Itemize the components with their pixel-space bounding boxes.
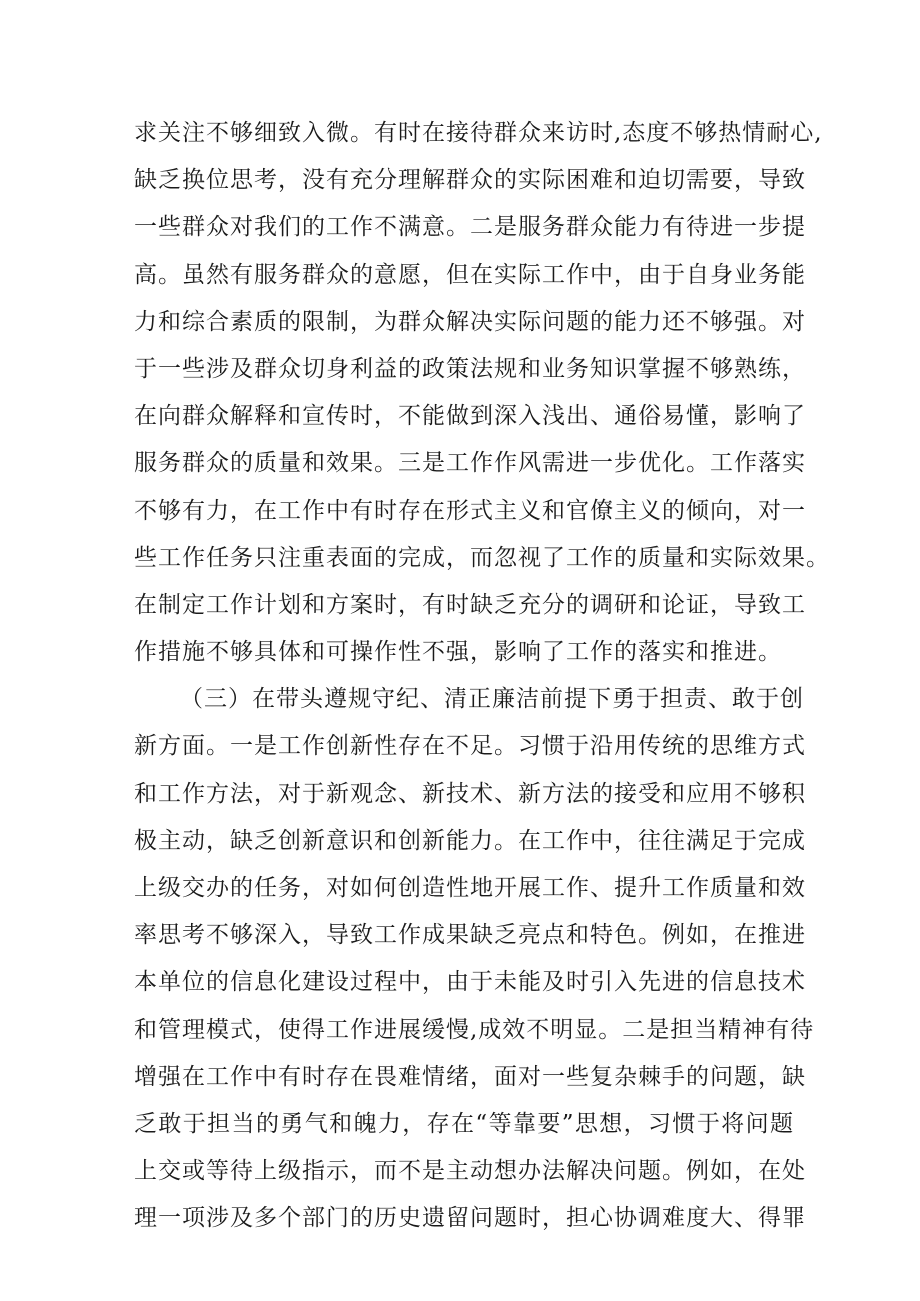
text-line-2: 缺乏换位思考，没有充分理解群众的实际困难和迫切需要，导致	[134, 167, 806, 194]
text-line-5: 力和综合素质的限制，为群众解决实际问题的能力还不够强。对	[134, 308, 806, 335]
text-line-16: 极主动，缺乏创新意识和创新能力。在工作中，往往满足于完成	[134, 827, 806, 854]
text-line-24: 理一项涉及多个部门的历史遗留问题时，担心协调难度大、得罪	[134, 1205, 806, 1232]
text-line-14: 新方面。一是工作创新性存在不足。习惯于沿用传统的思维方式	[134, 733, 806, 760]
text-line-23: 上交或等待上级指示，而不是主动想办法解决问题。例如，在处	[134, 1158, 806, 1185]
text-line-15: 和工作方法，对于新观念、新技术、新方法的接受和应用不够积	[134, 780, 806, 807]
text-line-3: 一些群众对我们的工作不满意。二是服务群众能力有待进一步提	[134, 214, 806, 241]
document-body	[134, 110, 830, 1243]
text-line-9: 不够有力，在工作中有时存在形式主义和官僚主义的倾向，对一	[134, 497, 806, 524]
text-line-21: 增强在工作中有时存在畏难情绪，面对一些复杂棘手的问题，缺	[134, 1063, 806, 1090]
text-line-8: 服务群众的质量和效果。三是工作作风需进一步优化。工作落实	[134, 450, 806, 477]
text-line-10: 些工作任务只注重表面的完成，而忽视了工作的质量和实际效果。	[134, 544, 830, 571]
text-line-11: 在制定工作计划和方案时，有时缺乏充分的调研和论证，导致工	[134, 591, 806, 618]
section-heading-line: （三）在带头遵规守纪、清正廉洁前提下勇于担责、敢于创	[180, 686, 804, 713]
text-line-17: 上级交办的任务，对如何创造性地开展工作、提升工作质量和效	[134, 875, 806, 901]
text-line-1: 求关注不够细致入微。有时在接待群众来访时,态度不够热情耐心,	[134, 120, 823, 146]
text-line-7: 在向群众解释和宣传时，不能做到深入浅出、通俗易懂，影响了	[134, 403, 806, 430]
text-line-22: 乏敢于担当的勇气和魄力，存在“等靠要”思想，习惯于将问题	[134, 1110, 794, 1137]
text-line-6: 于一些涉及群众切身利益的政策法规和业务知识掌握不够熟练，	[134, 355, 806, 382]
text-line-4: 高。虽然有服务群众的意愿，但在实际工作中，由于自身业务能	[134, 261, 806, 288]
text-line-19: 本单位的信息化建设过程中，由于未能及时引入先进的信息技术	[134, 969, 806, 996]
text-line-12: 作措施不够具体和可操作性不强，影响了工作的落实和推进。	[134, 639, 782, 666]
text-line-18: 率思考不够深入，导致工作成果缺乏亮点和特色。例如，在推进	[134, 922, 806, 949]
text-line-20: 和管理模式，使得工作进展缓慢,成效不明显。二是担当精神有待	[134, 1016, 815, 1043]
